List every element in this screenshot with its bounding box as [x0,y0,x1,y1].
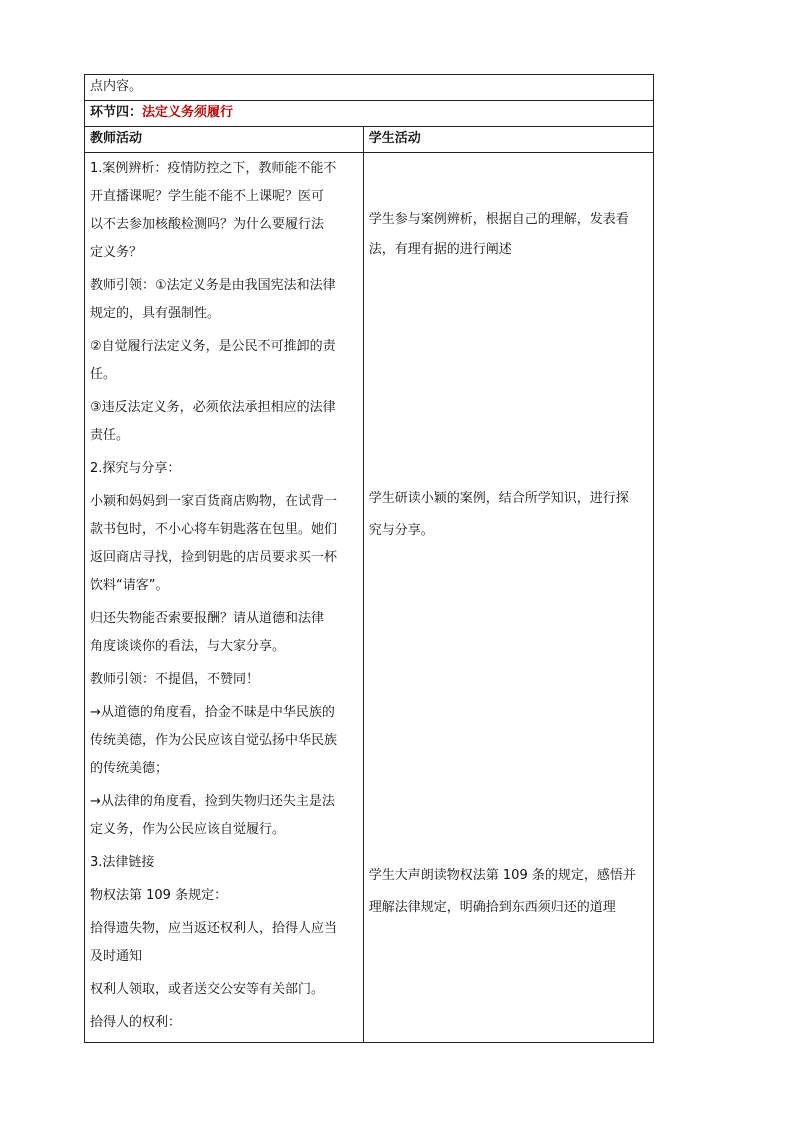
section-title-cell [85,101,654,127]
teacher-law-text-2: 权利人领取，或者送交公安等有关部门。 [90,982,325,997]
lesson-table [84,74,654,1043]
content-row [85,153,654,1043]
student-law-reading: 学生大声朗读物权法第 109 条的规定，感悟并 理解法律规定，明确拾到东西须归还的道理 [368,868,636,915]
section-prefix: 环节四： [90,105,143,120]
teacher-question: 归还失物能否索要报酬？请从道德和法律 角度谈谈你的看法，与大家分享。 [90,611,325,654]
continuation-row [85,75,654,101]
teacher-guide-2: ②自觉履行法定义务，是公民不可推卸的责 任。 [90,339,336,382]
student-header: 学生活动 [363,127,653,153]
student-case-study: 学生研读小颖的案例，结合所学知识，进行探 究与分享。 [368,491,629,538]
teacher-law-link-title: 3.法律链接 [90,855,155,870]
teacher-explore-title: 2.探究与分享： [90,461,181,476]
teacher-activity-cell [85,153,364,1043]
header-row [85,127,654,153]
continuation-cell: 点内容。 [85,75,654,101]
teacher-moral-view: →从道德的角度看，拾金不昧是中华民族的 传统美德，作为公民应该自觉弘扬中华民族 的传统美德； [90,705,338,776]
lesson-plan-page [84,74,654,1043]
student-activity-cell [363,153,653,1043]
teacher-legal-view: →从法律的角度看，捡到失物归还失主是法 定义务，作为公民应该自觉履行。 [90,794,335,837]
section-title: 法定义务须履行 [142,105,234,120]
teacher-finder-rights: 拾得人的权利： [90,1015,182,1030]
teacher-guide-1: 教师引领：①法定义务是由我国宪法和法律 规定的，具有强制性。 [90,278,336,321]
teacher-law-article: 物权法第 109 条规定： [90,888,228,903]
section-row [85,101,654,127]
teacher-case-analysis: 1.案例辨析：疫情防控之下，教师能不能不 开直播课呢？学生能不能不上课呢？医可 以不去参加核酸检测吗？为什么要履行法 定义务？ [90,161,337,260]
teacher-header: 教师活动 [85,127,364,153]
teacher-guide-3: ③违反法定义务，必须依法承担相应的法律 责任。 [90,400,336,443]
teacher-law-text-1: 拾得遗失物，应当返还权利人，拾得人应当 及时通知 [90,921,338,964]
student-case-analysis: 学生参与案例辨析，根据自己的理解，发表看 法，有理有据的进行阐述 [368,212,629,257]
teacher-guide-answer: 教师引领：不提倡，不赞同！ [90,672,260,687]
teacher-case-story: 小颖和妈妈到一家百货商店购物，在试背一 款书包时，不小心将车钥匙落在包里。她们 返回商店寻找，捡到钥匙的店员要求买一杯 饮料“请客”。 [90,494,338,593]
